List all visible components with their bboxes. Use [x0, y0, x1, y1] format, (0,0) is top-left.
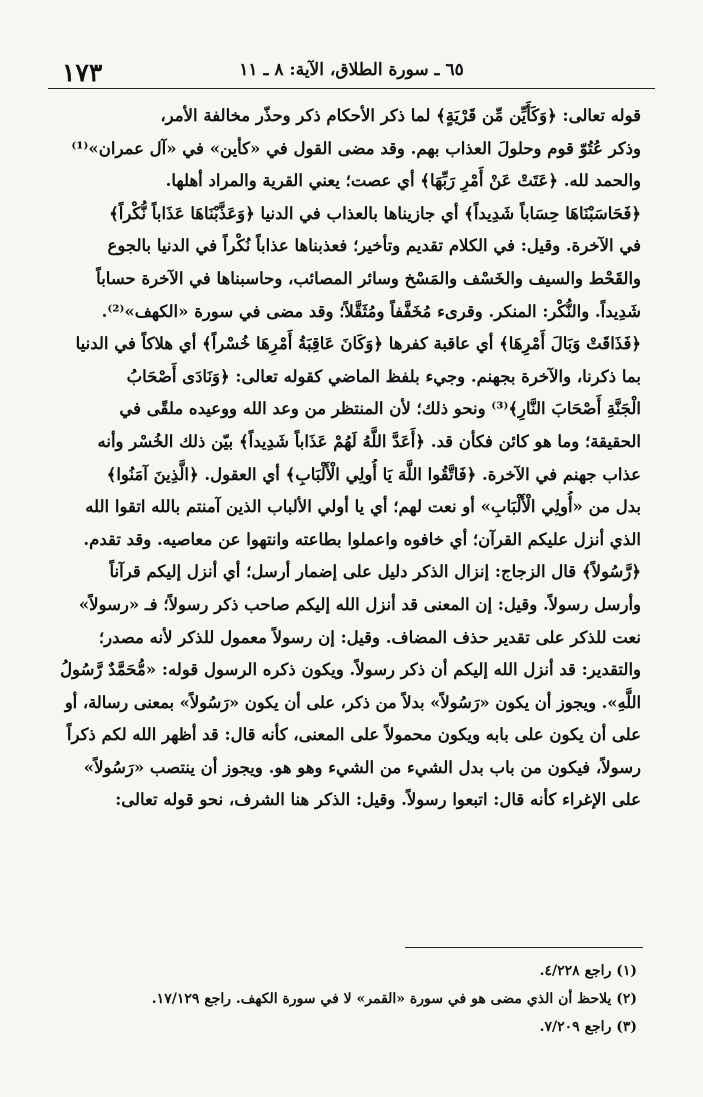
- footnote: (١) راجع ٤/٢٢٨.: [539, 963, 637, 979]
- text-line: الْجَنَّةِ أَصْحَابَ النَّارِ﴾⁽³⁾ ونحو ذلك؛ لأن المنتظر من وعد الله ووعيده ملقًى في: [119, 399, 641, 419]
- text-line: بدل من «أُولِي الْأَلْبَابِ» أو نعت لهم؛ أي يا أولي الألباب الذين آمنتم بالله اتقوا الله: [85, 497, 641, 517]
- footnote: (٣) راجع ٧/٢٠٩.: [539, 1019, 637, 1035]
- text-line: والحمد لله. ﴿عَتَتْ عَنْ أَمْرِ رَبِّهَا﴾ أي عصت؛ يعني القرية والمراد أهلها.: [165, 171, 641, 191]
- text-line: والتقدير: قد أنزل الله إليكم أن ذكر رسولاً. ويكون ذكره الرسول قوله: «مُّحَمَّدٌ رَّسُولُ: [60, 660, 641, 680]
- text-line: شَدِيداً. والنُّكْر: المنكر. وقرىء مُخَفَّفاً ومُثَقَّلاً؛ وقد مضى في سورة «الكهف»⁽²⁾.: [101, 301, 641, 321]
- text-line: اللَّهِ». ويجوز أن يكون «رَسُولاً» بدلاً من ذكر، على أن يكون «رَسُولاً» بمعنى رسالة، أو: [64, 692, 641, 712]
- text-line: الحقيقة؛ وما هو كائن فكأن قد. ﴿أَعَدَّ اللَّهُ لَهُمْ عَذَاباً شَدِيداً﴾ بيّن ذلك الخُسْر وأنه: [97, 431, 641, 451]
- page-number: ١٧٣: [62, 58, 103, 87]
- body-text: [60, 100, 641, 817]
- text-line: والقَحْط والسيف والخَسْف والمَسْخ وسائر المصائب، وحاسبناها في الآخرة حساباً: [96, 268, 641, 288]
- text-line: رسولاً، فيكون من باب بدل الشيء من الشيء وهو هو. ويجوز أن ينتصب «رَسُولاً»: [83, 757, 641, 777]
- footnote-rule: [405, 947, 643, 948]
- text-line: ﴿فَذَاقَتْ وَبَالَ أَمْرِهَا﴾ أي عاقبة كفرها ﴿وَكَانَ عَاقِبَةُ أَمْرِهَا خُسْراً﴾ أي هلاكاً في الدنيا: [75, 334, 641, 354]
- text-line: بما ذكرنا، والآخرة بجهنم. وجيء بلفظ الماضي كقوله تعالى: ﴿وَنَادَى أَصْحَابُ: [126, 366, 641, 386]
- text-line: في الآخرة. وقيل: في الكلام تقديم وتأخير؛ فعذبناها عذاباً نُكْراً في الدنيا بالجوع: [107, 236, 641, 256]
- text-line: قوله تعالى: ﴿وَكَأَيِّن مِّن قَرْيَةٍ﴾ لما ذكر الأحكام ذكر وحذّر مخالفة الأمر،: [160, 106, 641, 125]
- text-line: نعت للذكر على تقدير حذف المضاف. وقيل: إن رسولاً معمول للذكر لأنه مصدر؛: [98, 627, 641, 647]
- header-rule: [48, 88, 655, 89]
- running-title: ٦٥ ـ سورة الطلاق، الآية: ٨ ـ ١١: [239, 60, 464, 80]
- page-header: [48, 50, 655, 90]
- text-line: وأرسل رسولاً. وقيل: إن المعنى قد أنزل الله إليكم صاحب ذكر رسولاً؛ فـ «رسولاً»: [78, 594, 641, 614]
- text-line: ﴿رَّسُولاً﴾ قال الزجاج: إنزال الذكر دليل على إضمار أرسل؛ أي أنزل إليكم قرآناً: [109, 562, 641, 582]
- text-line: على أن يكون على بابه ويكون محمولاً على المعنى، كأنه قال: قد أظهر الله لكم ذكراً: [66, 725, 641, 745]
- text-line: عذاب جهنم في الآخرة. ﴿فَاتَّقُوا اللَّهَ يَا أُولِي الْأَلْبَابِ﴾ أي العقول. ﴿الَّذِينَ آمَنُوا﴾: [106, 464, 641, 484]
- footnotes: [60, 957, 637, 1041]
- text-line: وذكر عُتُوّ قوم وحلولَ العذاب بهم. وقد مضى القول في «كأين» في «آل عمران»⁽¹⁾: [71, 138, 641, 158]
- text-line: ﴿فَحَاسَبْنَاهَا حِسَاباً شَدِيداً﴾ أي جازيناها بالعذاب في الدنيا ﴿وَعَذَّبْنَاهَا عَذَاباً نُّكْراً﴾: [109, 203, 641, 223]
- footnote: (٢) يلاحظ أن الذي مضى هو في سورة «القمر» لا في سورة الكهف. راجع ١٧/١٢٩.: [151, 991, 637, 1007]
- text-line: الذي أنزل عليكم القرآن؛ أي خافوه واعملوا بطاعته وانتهوا عن معاصيه. وقد تقدم.: [83, 529, 641, 549]
- text-line: على الإغراء كأنه قال: اتبعوا رسولاً. وقيل: الذكر هنا الشرف، نحو قوله تعالى:: [115, 790, 641, 810]
